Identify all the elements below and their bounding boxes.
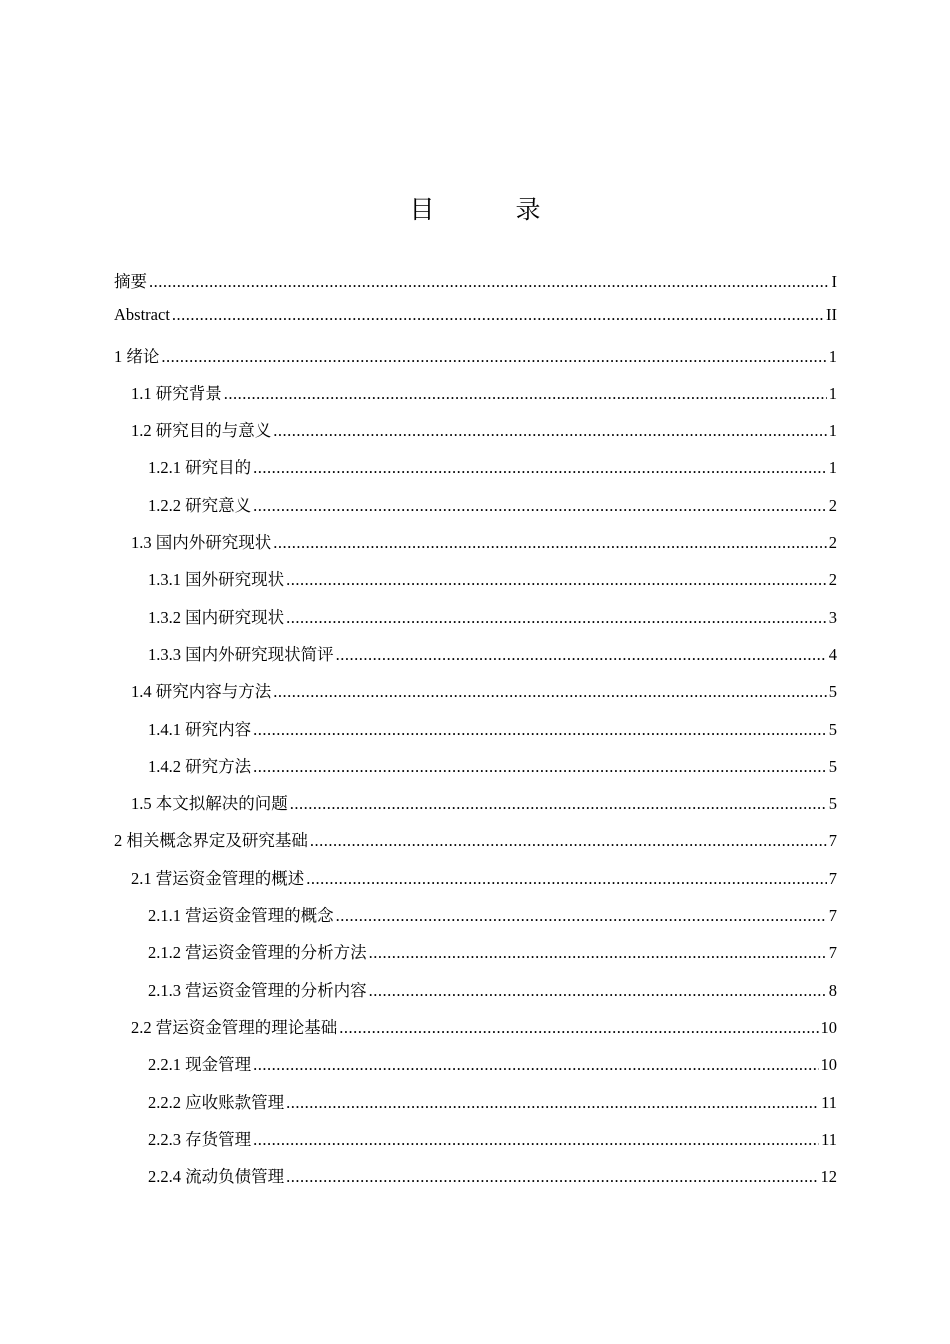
toc-entry[interactable] (114, 902, 837, 939)
toc-entry-label: 1.3 国内外研究现状 (131, 533, 272, 553)
toc-entry[interactable] (114, 790, 837, 827)
toc-page-number: 5 (828, 682, 837, 702)
toc-dot-leader (336, 645, 827, 665)
toc-dot-leader (253, 1130, 819, 1150)
toc-entry[interactable] (114, 1089, 837, 1126)
toc-dot-leader (286, 1093, 819, 1113)
toc-dot-leader (273, 682, 827, 702)
toc-entry-label: 2.2 营运资金管理的理论基础 (131, 1017, 338, 1037)
toc-entry-label: 2.1.2 营运资金管理的分析方法 (148, 943, 367, 963)
toc-page-number: 4 (828, 644, 837, 664)
toc-entry[interactable] (114, 865, 837, 902)
toc-entry-label: 1.1 研究背景 (131, 383, 222, 403)
toc-entry[interactable] (114, 566, 837, 603)
toc-entry-label: 1.3.3 国内外研究现状简评 (148, 644, 334, 664)
toc-dot-leader (253, 1055, 818, 1075)
toc-entry[interactable] (114, 641, 837, 678)
toc-entry-label: 1.2.2 研究意义 (148, 495, 252, 515)
toc-page-number: 8 (828, 980, 837, 1000)
toc-page-number: 2 (828, 570, 837, 590)
toc-page-number: 10 (820, 1017, 837, 1037)
toc-dot-leader (149, 272, 830, 292)
toc-page-number: 11 (821, 1092, 837, 1112)
toc-entry-label: 2.2.4 流动负债管理 (148, 1167, 285, 1187)
table-of-contents (114, 268, 837, 1200)
toc-entry-label: 1.4.1 研究内容 (148, 719, 252, 739)
toc-title: 目 录 (409, 195, 569, 224)
toc-entry[interactable] (114, 417, 837, 454)
toc-dot-leader (253, 757, 827, 777)
toc-entry[interactable] (114, 977, 837, 1014)
toc-entry[interactable] (114, 716, 837, 753)
toc-dot-leader (273, 533, 827, 553)
toc-page-number: II (826, 305, 837, 325)
toc-page-number: 11 (821, 1129, 837, 1149)
toc-dot-leader (286, 1167, 818, 1187)
toc-dot-leader (310, 831, 827, 851)
toc-dot-leader (253, 496, 827, 516)
toc-page-number: 7 (828, 906, 837, 926)
toc-page-number: 5 (828, 794, 837, 814)
toc-page-number: 1 (828, 346, 837, 366)
toc-dot-leader (286, 608, 827, 628)
toc-entry-label: 1.2.1 研究目的 (148, 458, 252, 478)
toc-dot-leader (161, 347, 826, 367)
toc-entry[interactable] (114, 1163, 837, 1200)
toc-page-number: 3 (828, 607, 837, 627)
toc-page-number: 7 (828, 831, 837, 851)
toc-dot-leader (290, 794, 827, 814)
toc-entry-label: 1.3.2 国内研究现状 (148, 607, 285, 627)
toc-entry-label: 1.2 研究目的与意义 (131, 421, 272, 441)
toc-dot-leader (253, 458, 827, 478)
toc-page-number: 2 (828, 495, 837, 515)
toc-entry-label: 1 绪论 (114, 346, 160, 366)
toc-entry-label: 2.2.2 应收账款管理 (148, 1092, 285, 1112)
toc-entry[interactable] (114, 380, 837, 417)
toc-entry[interactable] (114, 492, 837, 529)
toc-entry-label: 2.2.3 存货管理 (148, 1129, 252, 1149)
toc-entry[interactable] (114, 753, 837, 790)
toc-dot-leader (306, 869, 827, 889)
toc-page-number: I (831, 272, 837, 291)
toc-entry[interactable] (114, 1014, 837, 1051)
toc-entry-label: 1.5 本文拟解决的问题 (131, 794, 288, 814)
toc-dot-leader (369, 981, 827, 1001)
toc-page-number: 12 (820, 1167, 837, 1187)
toc-entry-label: 2.1 营运资金管理的概述 (131, 868, 305, 888)
toc-page-number: 1 (828, 458, 837, 478)
toc-entry-label: Abstract (114, 305, 170, 325)
toc-entry[interactable] (114, 1051, 837, 1088)
toc-entry-label: 2 相关概念界定及研究基础 (114, 831, 308, 851)
toc-dot-leader (224, 384, 827, 404)
toc-entry-label: 2.1.1 营运资金管理的概念 (148, 906, 334, 926)
toc-dot-leader (339, 1018, 818, 1038)
toc-entry[interactable] (114, 305, 837, 342)
toc-entry-label: 1.4.2 研究方法 (148, 756, 252, 776)
toc-entry[interactable] (114, 604, 837, 641)
toc-page-number: 5 (828, 719, 837, 739)
toc-dot-leader (253, 720, 827, 740)
toc-entry-label: 摘要 (114, 272, 147, 291)
toc-page-number: 7 (828, 943, 837, 963)
toc-dot-leader (273, 421, 827, 441)
toc-entry[interactable] (114, 343, 837, 380)
toc-dot-leader (286, 570, 827, 590)
toc-page-number: 2 (828, 533, 837, 553)
toc-page-number: 10 (820, 1055, 837, 1075)
toc-page-number: 5 (828, 756, 837, 776)
toc-dot-leader (369, 943, 827, 963)
toc-dot-leader (336, 906, 827, 926)
toc-entry[interactable] (114, 268, 837, 305)
toc-entry[interactable] (114, 678, 837, 715)
toc-page-number: 7 (828, 868, 837, 888)
toc-dot-leader (172, 305, 824, 325)
toc-entry-label: 1.4 研究内容与方法 (131, 682, 272, 702)
toc-entry-label: 2.1.3 营运资金管理的分析内容 (148, 980, 367, 1000)
toc-entry-label: 2.2.1 现金管理 (148, 1055, 252, 1075)
toc-page-number: 1 (828, 421, 837, 441)
toc-entry[interactable] (114, 827, 837, 864)
toc-page-number: 1 (828, 383, 837, 403)
toc-entry[interactable] (114, 529, 837, 566)
toc-entry-label: 1.3.1 国外研究现状 (148, 570, 285, 590)
toc-entry[interactable] (114, 454, 837, 491)
toc-entry[interactable] (114, 939, 837, 976)
toc-entry[interactable] (114, 1126, 837, 1163)
